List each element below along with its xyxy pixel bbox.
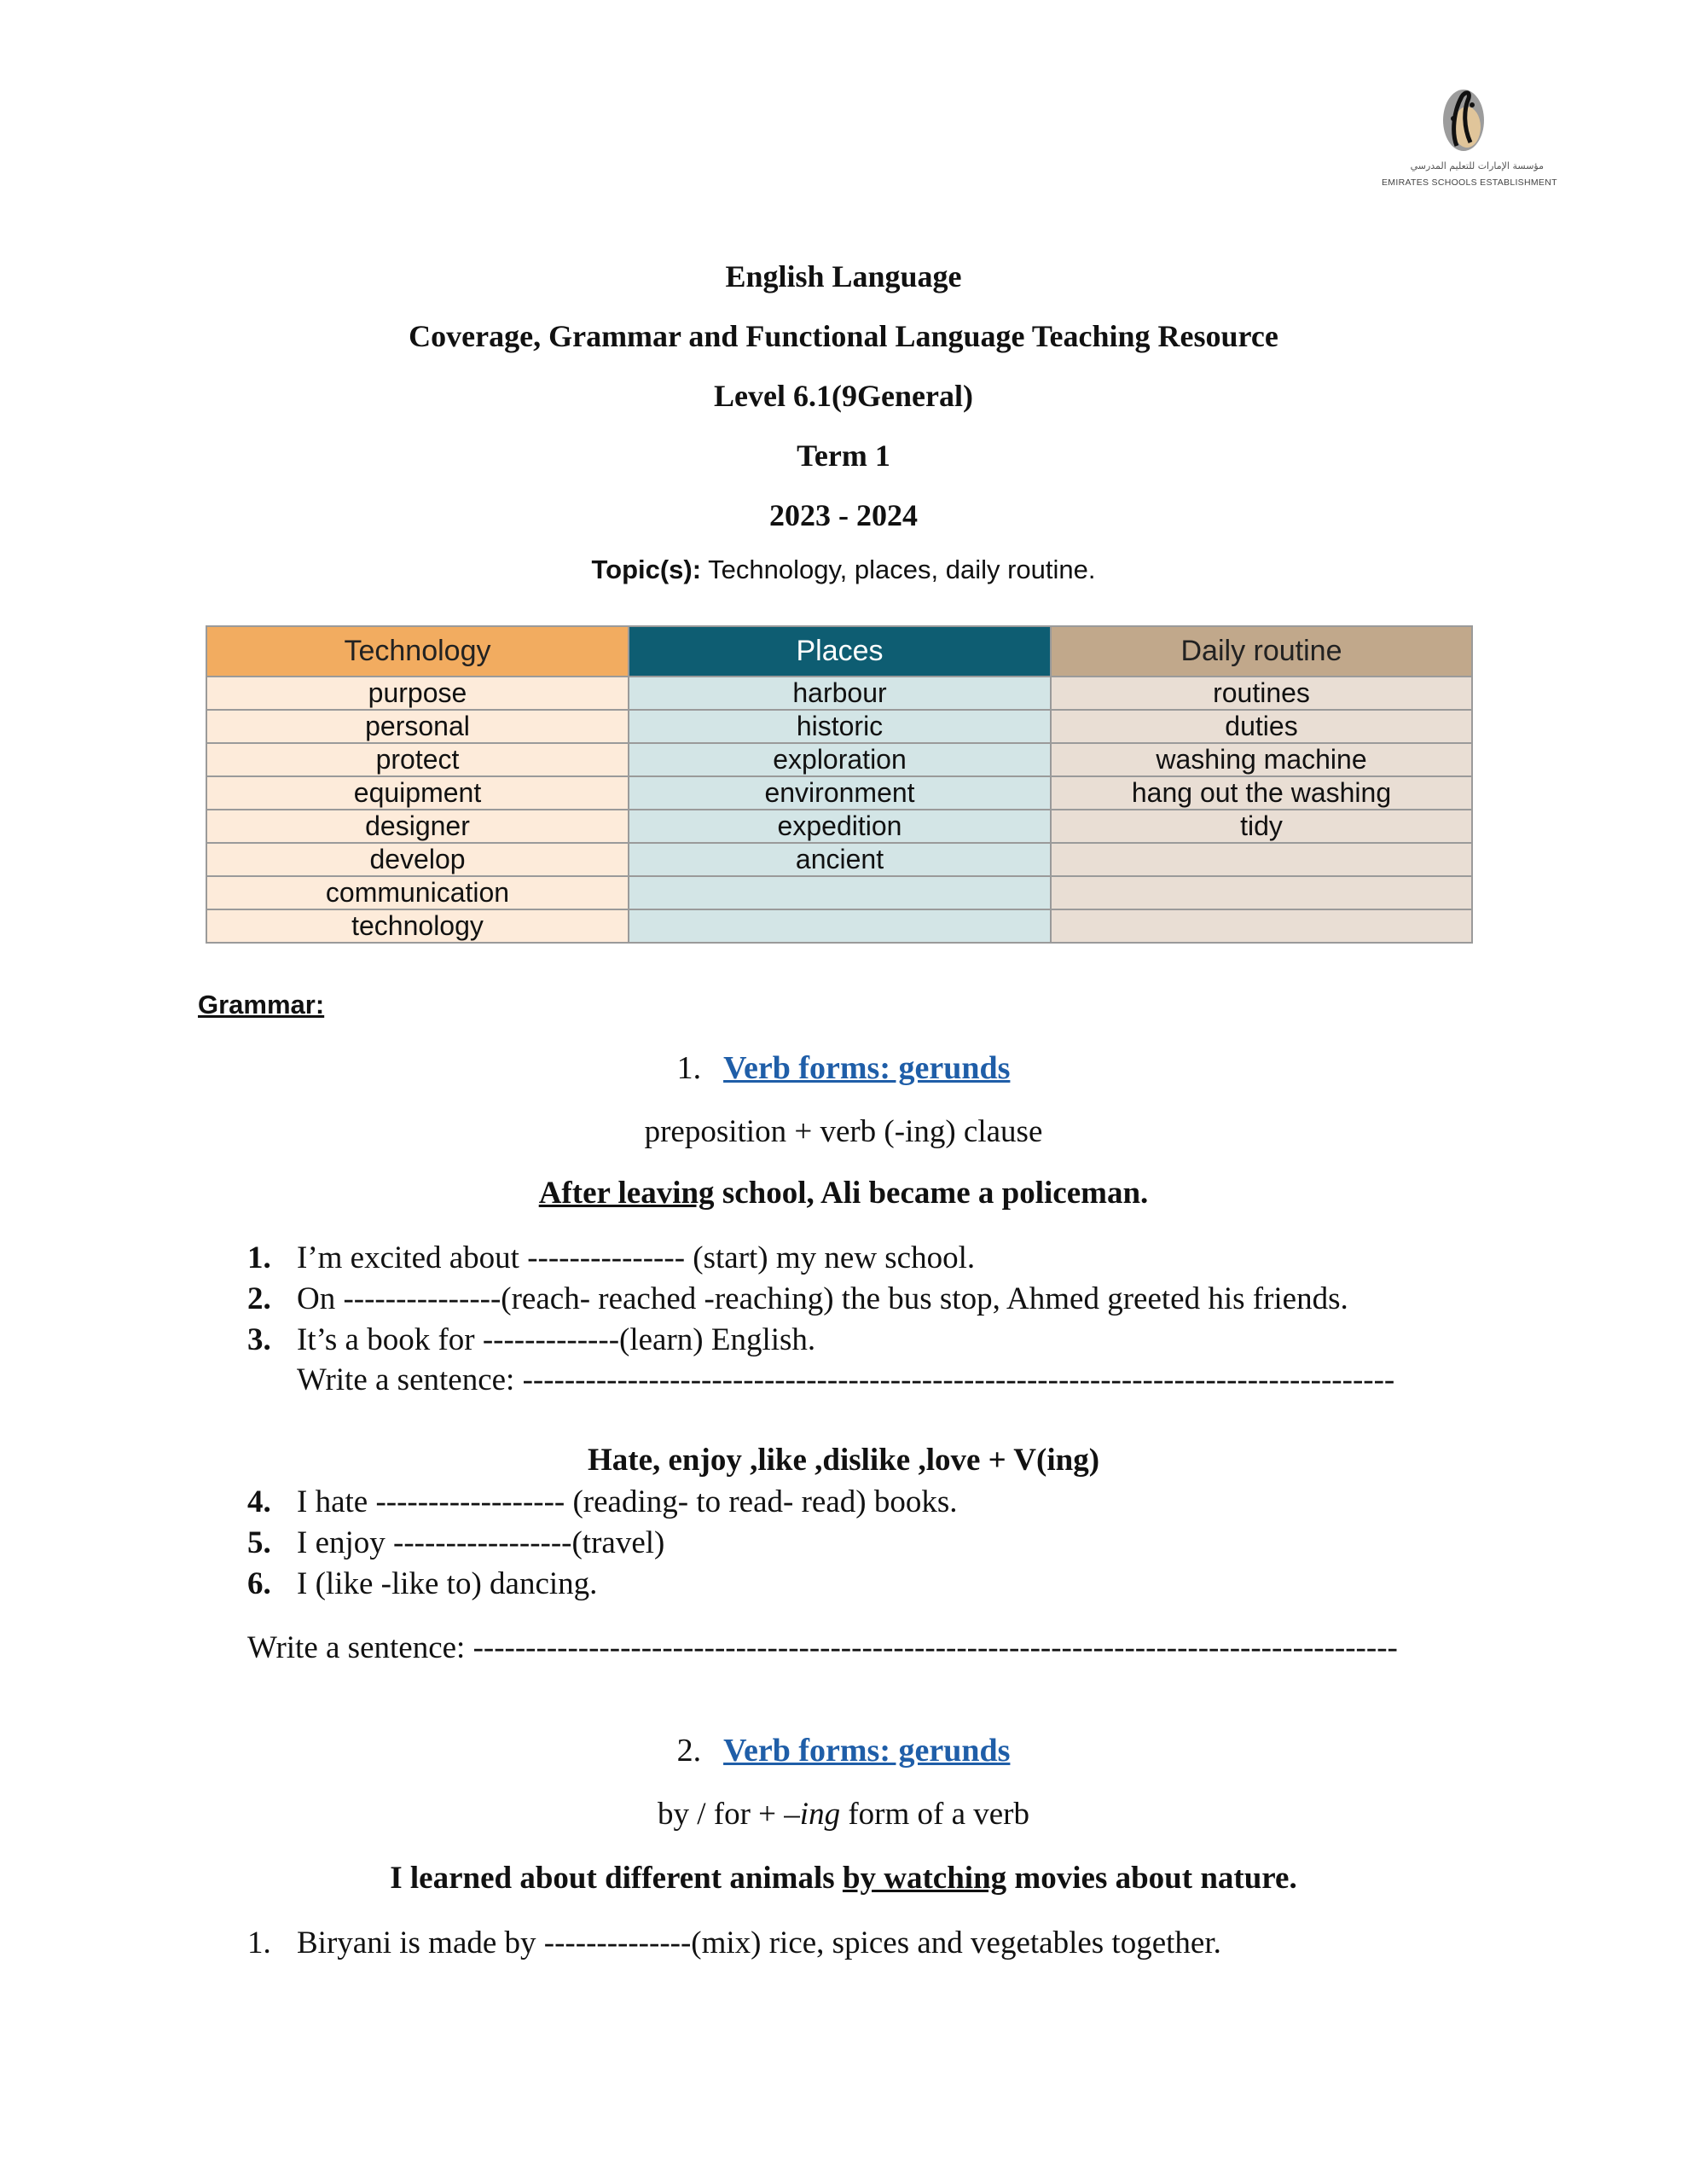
item-number: 2.	[247, 1281, 271, 1316]
item-number: 6.	[247, 1566, 271, 1601]
table-row	[206, 810, 1472, 843]
topics-text: Technology, places, daily routine.	[701, 555, 1096, 584]
table-cell: purpose	[206, 677, 629, 710]
list-item	[247, 1524, 664, 1563]
section-2-rule	[0, 1796, 1687, 1833]
table-cell: historic	[629, 710, 1051, 743]
section-1-example	[0, 1175, 1687, 1211]
table-row	[206, 876, 1472, 909]
topics-label: Topic(s):	[591, 555, 702, 584]
item-number: 1.	[247, 1240, 271, 1275]
item-text: It’s a book for -------------(learn) English.	[297, 1322, 816, 1357]
section-1-rule: preposition + verb (-ing) clause	[644, 1114, 1043, 1149]
table-row	[206, 677, 1472, 710]
table-cell: designer	[206, 810, 629, 843]
table-cell: washing machine	[1051, 743, 1472, 776]
header-daily-routine: Daily routine	[1051, 626, 1472, 677]
section-1-link[interactable]: Verb forms: gerunds	[723, 1050, 1011, 1086]
section-1-number: 1.	[676, 1050, 702, 1086]
table-cell: develop	[206, 843, 629, 876]
table-cell: personal	[206, 710, 629, 743]
header-places: Places	[629, 626, 1051, 677]
doc-subject: English Language	[725, 259, 962, 293]
item-text: I (like -like to) dancing.	[297, 1566, 598, 1601]
grammar-label: Grammar:	[198, 990, 325, 1019]
section-2-example	[0, 1860, 1687, 1896]
table-row	[206, 743, 1472, 776]
doc-year: 2023 - 2024	[769, 498, 918, 532]
item-number: 4.	[247, 1484, 271, 1519]
table-header-row	[206, 626, 1472, 677]
table-cell: protect	[206, 743, 629, 776]
list-item	[247, 1924, 1221, 1963]
table-cell: ancient	[629, 843, 1051, 876]
item-number: 3.	[247, 1322, 271, 1357]
list-item	[247, 1321, 815, 1360]
table-cell: routines	[1051, 677, 1472, 710]
table-cell: technology	[206, 909, 629, 943]
table-cell	[1051, 843, 1472, 876]
rule-suffix: form of a verb	[840, 1797, 1029, 1832]
table-row	[206, 710, 1472, 743]
emirates-schools-logo	[1382, 81, 1557, 196]
table-cell: tidy	[1051, 810, 1472, 843]
item-text: I hate ------------------ (reading- to read- read) books.	[297, 1484, 958, 1519]
table-cell	[629, 876, 1051, 909]
item-number: 5.	[247, 1525, 271, 1560]
write-sentence-line-1: Write a sentence: -----------------------------------------------------------------------------------	[297, 1362, 1395, 1397]
header-technology: Technology	[206, 626, 629, 677]
section-1-subheading: Hate, enjoy ,like ,dislike ,love + V(ing)	[587, 1443, 1100, 1478]
item-text: I’m excited about --------------- (start) my new school.	[297, 1240, 976, 1275]
example-underlined: by watching	[842, 1861, 1007, 1896]
list-item	[247, 1565, 597, 1604]
rule-italic: –ing	[784, 1797, 841, 1832]
example-underlined: After leaving	[538, 1176, 715, 1211]
table-cell: communication	[206, 876, 629, 909]
table-cell: duties	[1051, 710, 1472, 743]
doc-title: Coverage, Grammar and Functional Language Teaching Resource	[409, 319, 1278, 353]
example-before: I learned about different animals	[390, 1861, 843, 1896]
table-cell	[629, 909, 1051, 943]
doc-level: Level 6.1(9General)	[714, 379, 973, 413]
table-cell: hang out the washing	[1051, 776, 1472, 810]
table-cell	[1051, 909, 1472, 943]
table-cell: expedition	[629, 810, 1051, 843]
item-number: 1.	[247, 1926, 271, 1960]
list-item	[247, 1483, 957, 1522]
logo-english-name: EMIRATES SCHOOLS ESTABLISHMENT	[1382, 177, 1557, 188]
example-rest: school, Ali became a policeman.	[714, 1176, 1149, 1211]
table-cell: environment	[629, 776, 1051, 810]
example-after: movies about nature.	[1006, 1861, 1297, 1896]
doc-term: Term 1	[797, 439, 890, 473]
table-row	[206, 909, 1472, 943]
section-2-number: 2.	[676, 1733, 702, 1769]
section-1-title	[0, 1049, 1687, 1087]
table-cell: harbour	[629, 677, 1051, 710]
write-sentence-line-2: Write a sentence: ----------------------------------------------------------------------------------------	[247, 1630, 1398, 1665]
logo-arabic-name: مؤسسة الإمارات للتعليم المدرسي	[1410, 160, 1544, 171]
table-cell: equipment	[206, 776, 629, 810]
list-item	[247, 1239, 975, 1278]
section-2-link[interactable]: Verb forms: gerunds	[723, 1733, 1011, 1769]
logo-mark-icon	[1441, 86, 1486, 153]
item-text: I enjoy -----------------(travel)	[297, 1525, 665, 1560]
table-cell: exploration	[629, 743, 1051, 776]
rule-prefix: by / for +	[658, 1797, 785, 1832]
section-2-title	[0, 1732, 1687, 1769]
vocabulary-table	[206, 625, 1473, 944]
item-text: On ---------------(reach- reached -reaching) the bus stop, Ahmed greeted his friends.	[297, 1281, 1348, 1316]
table-row	[206, 843, 1472, 876]
table-row	[206, 776, 1472, 810]
table-cell	[1051, 876, 1472, 909]
topics-line	[0, 555, 1687, 585]
item-text: Biryani is made by --------------(mix) rice, spices and vegetables together.	[297, 1926, 1221, 1960]
list-item	[247, 1280, 1348, 1319]
